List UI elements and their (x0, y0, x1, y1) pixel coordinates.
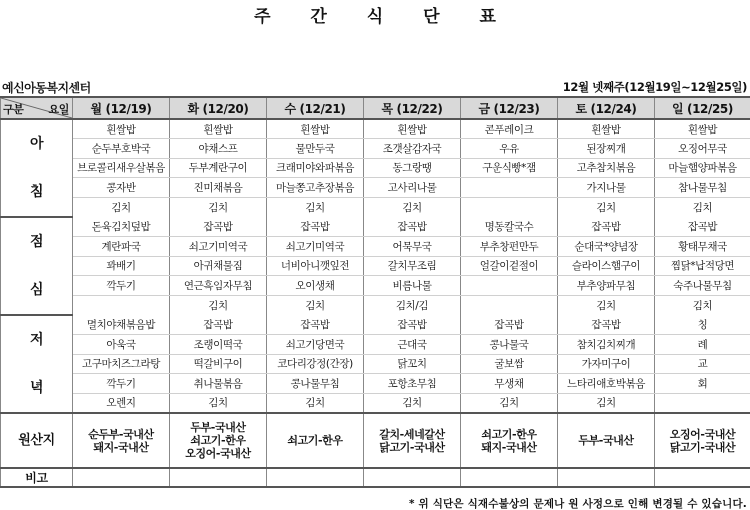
menu-item: 우유 (461, 139, 558, 159)
menu-item: 근대국 (364, 335, 461, 355)
menu-item: 비름나물 (364, 276, 461, 296)
remark-cell (558, 468, 655, 487)
menu-item: 흰쌀밥 (170, 119, 267, 139)
menu-item: 숙주나물무침 (655, 276, 750, 296)
menu-item: 너비아니깻잎전 (267, 256, 364, 276)
day-header: 월 (12/19) (73, 97, 170, 119)
menu-body (1, 119, 750, 413)
meal-label (1, 315, 73, 413)
menu-row (1, 276, 750, 296)
menu-item: 흰쌀밥 (364, 119, 461, 139)
origin-cell (73, 413, 170, 468)
menu-item: 교 (655, 354, 750, 374)
menu-item: 흰쌀밥 (558, 119, 655, 139)
remark-row (1, 468, 750, 487)
meal-label-char: 녁 (29, 380, 44, 396)
origin-cell (364, 413, 461, 468)
menu-item: 명동칼국수 (461, 217, 558, 237)
day-header: 목 (12/22) (364, 97, 461, 119)
origin-line: 두부-국내산 (578, 434, 634, 447)
menu-item: 브로콜리새우살볶음 (73, 158, 170, 178)
day-header: 수 (12/21) (267, 97, 364, 119)
origin-line: 닭고기-국내산 (379, 440, 445, 454)
menu-item: 크래미야와파볶음 (267, 158, 364, 178)
menu-item: 느타리애호박볶음 (558, 374, 655, 394)
menu-item: 부추창펀만두 (461, 237, 558, 257)
origin-line: 쇠고기-한우 (190, 434, 246, 447)
menu-item: 김치 (655, 295, 750, 315)
menu-item: 찜닭*납적당면 (655, 256, 750, 276)
menu-item: 두부계란구이 (170, 158, 267, 178)
remark-cell (267, 468, 364, 487)
menu-row (1, 119, 750, 139)
corner-header (1, 97, 73, 119)
menu-item: 콩나물국 (461, 335, 558, 355)
menu-item: 콩자반 (73, 178, 170, 198)
origin-cell (655, 413, 750, 468)
menu-item: 진미채볶음 (170, 178, 267, 198)
week-range: 12월 넷째주(12월19일~12월25일) (562, 80, 747, 94)
menu-item: 김치 (170, 393, 267, 413)
menu-item: 잡곡밥 (267, 315, 364, 335)
menu-item (461, 197, 558, 217)
menu-item: 깍두기 (73, 374, 170, 394)
corner-row-label: 구분 (3, 103, 24, 116)
weekly-menu-table (0, 96, 750, 488)
meal-label-char: 저 (29, 332, 44, 348)
day-header: 토 (12/24) (558, 97, 655, 119)
menu-item (461, 276, 558, 296)
menu-item: 꽈배기 (73, 256, 170, 276)
menu-row (1, 315, 750, 335)
day-header: 일 (12/25) (655, 97, 750, 119)
menu-item: 쇠고기당면국 (267, 335, 364, 355)
change-notice: * 위 식단은 식재수불상의 문제나 원 사정으로 인해 변경될 수 있습니다. (408, 498, 747, 510)
menu-row (1, 217, 750, 237)
menu-row (1, 158, 750, 178)
menu-item: 흰쌀밥 (73, 119, 170, 139)
menu-item: 야채스프 (170, 139, 267, 159)
menu-item: 잡곡밥 (170, 315, 267, 335)
menu-row (1, 295, 750, 315)
menu-item: 김치 (73, 197, 170, 217)
remark-cell (170, 468, 267, 487)
menu-item (461, 295, 558, 315)
menu-item: 잡곡밥 (170, 217, 267, 237)
menu-item: 포항초무침 (364, 374, 461, 394)
menu-item: 례 (655, 335, 750, 355)
remark-cell (73, 468, 170, 487)
menu-row (1, 139, 750, 159)
menu-item: 김치 (267, 197, 364, 217)
menu-item: 무생채 (461, 374, 558, 394)
menu-item (655, 393, 750, 413)
menu-item: 슬라이스햄구이 (558, 256, 655, 276)
menu-item: 잡곡밥 (461, 315, 558, 335)
menu-item: 김치 (364, 197, 461, 217)
menu-item: 김치 (267, 393, 364, 413)
remark-cell (364, 468, 461, 487)
meal-label-char: 침 (29, 184, 44, 200)
menu-item: 마늘햄양파볶음 (655, 158, 750, 178)
menu-row (1, 197, 750, 217)
origin-line: 순두부-국내산 (88, 427, 154, 441)
meal-label-char: 점 (29, 234, 44, 250)
origin-row (1, 413, 750, 468)
menu-item: 어묵무국 (364, 237, 461, 257)
menu-item: 닭꼬치 (364, 354, 461, 374)
organization-name: 예신아동복지센터 (2, 81, 91, 95)
origin-line: 쇠고기-한우 (481, 427, 537, 441)
day-header-row (1, 97, 750, 119)
menu-item: 콩나물무침 (267, 374, 364, 394)
origin-line: 갈치-세네갈산 (379, 427, 445, 441)
menu-item: 구운식빵*잼 (461, 158, 558, 178)
menu-item: 김치 (461, 393, 558, 413)
meal-label-char: 심 (29, 282, 44, 298)
menu-item: 김치 (558, 295, 655, 315)
menu-item: 연근흑임자무침 (170, 276, 267, 296)
meal-label-char: 아 (29, 136, 44, 152)
corner-col-label: 요일 (48, 103, 69, 116)
menu-item: 갈치무조림 (364, 256, 461, 276)
day-header: 금 (12/23) (461, 97, 558, 119)
page-title: 주 간 식 단 표 (254, 7, 513, 27)
origin-cell (267, 413, 364, 468)
menu-item: 아귀채물짐 (170, 256, 267, 276)
menu-item: 쇠고기미역국 (267, 237, 364, 257)
menu-item: 오징어무국 (655, 139, 750, 159)
menu-item: 칭 (655, 315, 750, 335)
meal-label (1, 217, 73, 315)
origin-line: 두부-국내산 (190, 421, 246, 434)
menu-item: 잡곡밥 (655, 217, 750, 237)
menu-row (1, 335, 750, 355)
menu-item: 떡갈비구이 (170, 354, 267, 374)
menu-item: 잡곡밥 (364, 315, 461, 335)
menu-item: 아욱국 (73, 335, 170, 355)
menu-row (1, 374, 750, 394)
menu-item: 마늘쫑고추장볶음 (267, 178, 364, 198)
origin-line: 오징어-국내산 (185, 447, 251, 460)
menu-item: 취나물볶음 (170, 374, 267, 394)
menu-item: 김치 (364, 393, 461, 413)
meal-label (1, 119, 73, 217)
menu-item: 김치 (170, 197, 267, 217)
menu-item: 김치 (170, 295, 267, 315)
origin-label: 원산지 (1, 413, 73, 468)
origin-line: 돼지-국내산 (93, 440, 149, 454)
menu-item: 계란파국 (73, 237, 170, 257)
menu-item: 깍두기 (73, 276, 170, 296)
menu-item: 콘푸레이크 (461, 119, 558, 139)
origin-line: 오징어-국내산 (669, 427, 736, 441)
menu-item: 회 (655, 374, 750, 394)
menu-item (73, 295, 170, 315)
menu-item: 흰쌀밥 (655, 119, 750, 139)
menu-row (1, 393, 750, 413)
menu-row (1, 237, 750, 257)
menu-item: 김치/김 (364, 295, 461, 315)
menu-item: 잡곡밥 (558, 315, 655, 335)
menu-item: 가자미구이 (558, 354, 655, 374)
menu-item: 코다리강정(간장) (267, 354, 364, 374)
menu-item: 가지나물 (558, 178, 655, 198)
menu-item: 멸치야채볶음밥 (73, 315, 170, 335)
remark-cell (655, 468, 750, 487)
menu-item: 오이생채 (267, 276, 364, 296)
menu-item: 쇠고기미역국 (170, 237, 267, 257)
remark-label: 비고 (1, 468, 73, 487)
menu-item: 황태무채국 (655, 237, 750, 257)
origin-cell (461, 413, 558, 468)
menu-item: 물만두국 (267, 139, 364, 159)
menu-row (1, 256, 750, 276)
origin-line: 닭고기-국내산 (669, 440, 736, 454)
menu-item: 참나물무침 (655, 178, 750, 198)
menu-item: 잡곡밥 (364, 217, 461, 237)
menu-item: 순두부호박국 (73, 139, 170, 159)
menu-item: 김치 (558, 393, 655, 413)
menu-item (461, 178, 558, 198)
menu-item: 김치 (267, 295, 364, 315)
origin-line: 돼지-국내산 (481, 440, 537, 454)
remark-cell (461, 468, 558, 487)
origin-line: 쇠고기-한우 (287, 434, 343, 447)
menu-row (1, 354, 750, 374)
menu-item: 굴보쌈 (461, 354, 558, 374)
menu-item: 고추참치볶음 (558, 158, 655, 178)
menu-item: 돈육김치덮밥 (73, 217, 170, 237)
menu-item: 조랭이떡국 (170, 335, 267, 355)
day-header: 화 (12/20) (170, 97, 267, 119)
menu-item: 흰쌀밥 (267, 119, 364, 139)
menu-item: 잡곡밥 (558, 217, 655, 237)
menu-item: 잡곡밥 (267, 217, 364, 237)
menu-item: 오렌지 (73, 393, 170, 413)
menu-item: 된장찌개 (558, 139, 655, 159)
menu-item: 고사리나물 (364, 178, 461, 198)
menu-item: 동그랑땡 (364, 158, 461, 178)
menu-item: 부추양파무침 (558, 276, 655, 296)
menu-item: 고구마치즈그라탕 (73, 354, 170, 374)
menu-item: 얼갈이겉절이 (461, 256, 558, 276)
origin-cell (558, 413, 655, 468)
menu-item: 참치김치찌개 (558, 335, 655, 355)
menu-item: 순대국*양념장 (558, 237, 655, 257)
menu-item: 김치 (655, 197, 750, 217)
origin-cell (170, 413, 267, 468)
menu-item: 조갯살감자국 (364, 139, 461, 159)
menu-item: 김치 (558, 197, 655, 217)
menu-row (1, 178, 750, 198)
